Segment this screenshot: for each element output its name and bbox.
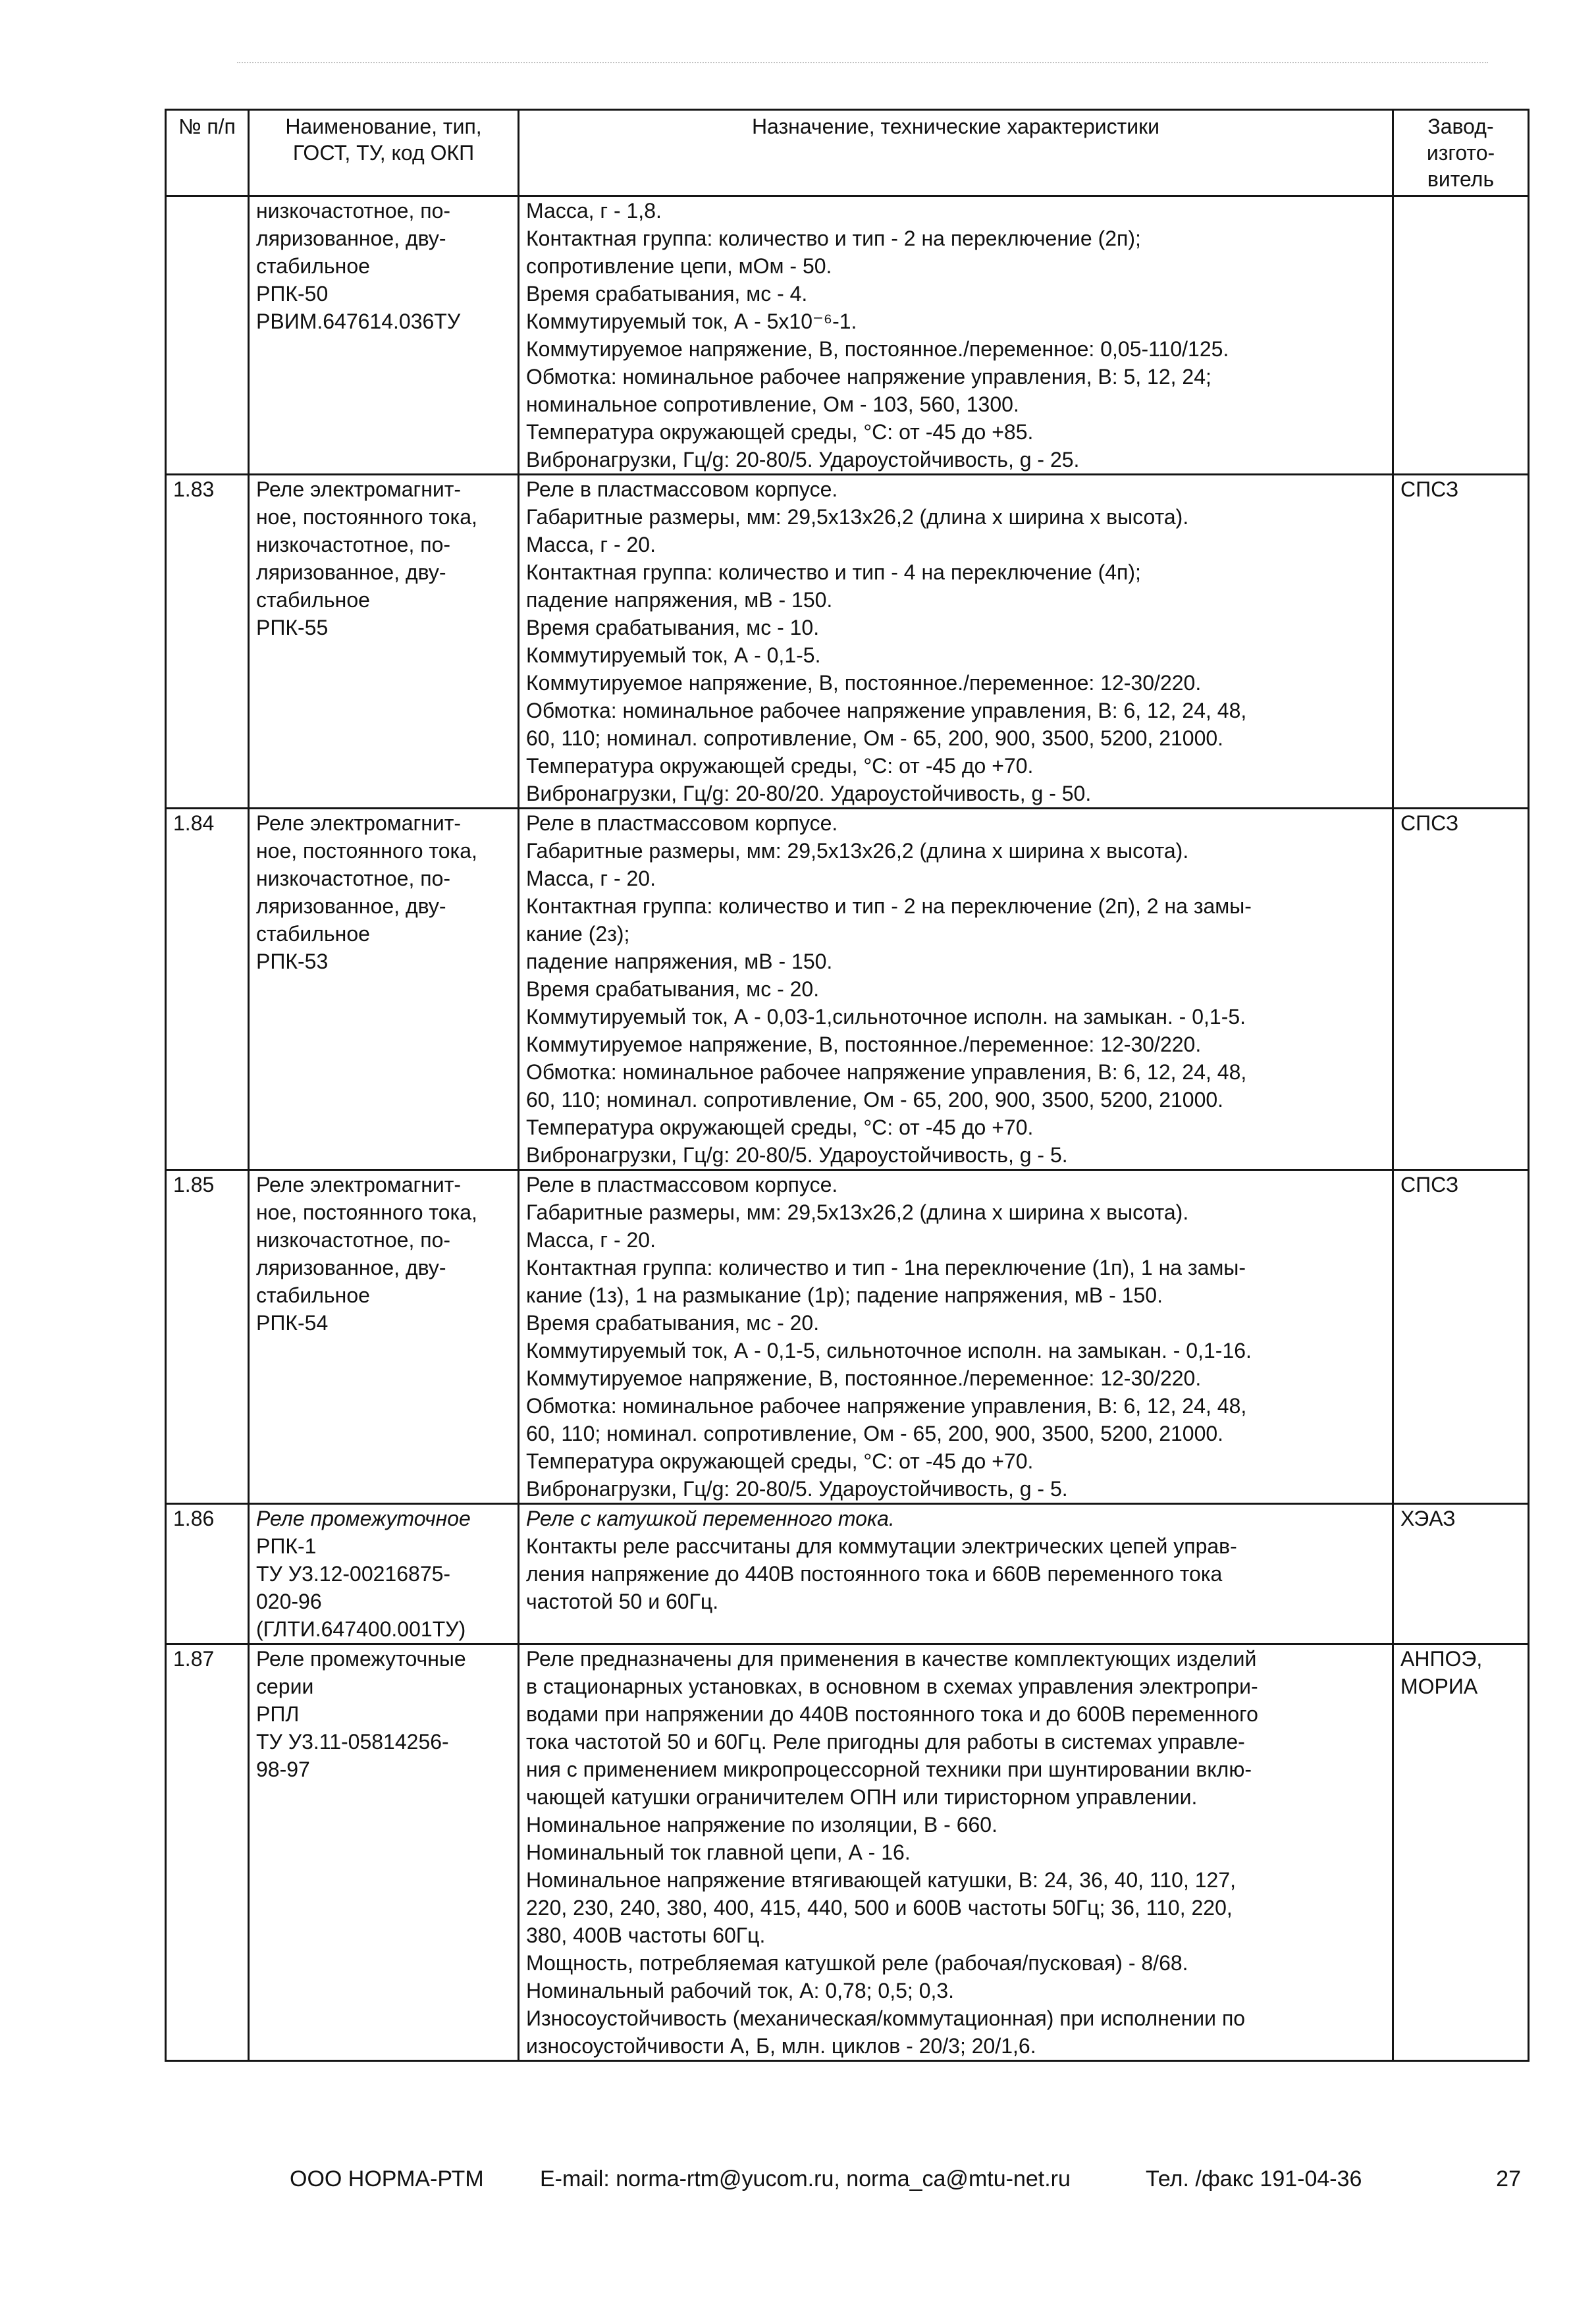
description-cell <box>519 1504 1393 1644</box>
description-line: частотой 50 и 60Гц. <box>526 1590 719 1613</box>
description-line: Масса, г - 20. <box>526 1228 656 1252</box>
name-line: стабильное <box>256 922 370 946</box>
description-line: Температура окружающей среды, °С: от -45 до +70. <box>526 1115 1034 1139</box>
description-line: Контактная группа: количество и тип - 1на переключение (1п), 1 на замы- <box>526 1256 1246 1279</box>
header-maker: Завод-изгото-витель <box>1393 110 1529 196</box>
name-line: ляризованное, дву- <box>256 1256 446 1279</box>
description-line: Обмотка: номинальное рабочее напряжение управления, В: 6, 12, 24, 48, <box>526 699 1247 722</box>
table-row <box>166 1170 1529 1504</box>
description-line: Коммутируемый ток, А - 0,1-5, сильноточное исполн. на замыкан. - 0,1-16. <box>526 1339 1252 1362</box>
description-line: Мощность, потребляемая катушкой реле (рабочая/пусковая) - 8/68. <box>526 1951 1188 1975</box>
name-line: ное, постоянного тока, <box>256 1200 477 1224</box>
name-cell <box>249 196 519 475</box>
description-cell <box>519 196 1393 475</box>
table-row <box>166 1504 1529 1644</box>
description-line: Контактная группа: количество и тип - 2 на переключение (2п), 2 на замы- <box>526 894 1252 918</box>
name-line: Реле электромагнит- <box>256 477 462 501</box>
name-line: стабильное <box>256 254 370 278</box>
name-line: ное, постоянного тока, <box>256 839 477 863</box>
description-cell <box>519 1170 1393 1504</box>
row-number-cell <box>166 1504 249 1644</box>
name-cell <box>249 1170 519 1504</box>
description-line: Номинальный рабочий ток, А: 0,78; 0,5; 0,3. <box>526 1979 955 2002</box>
description-line: Контакты реле рассчитаны для коммутации электрических цепей управ- <box>526 1534 1237 1558</box>
description-line: Время срабатывания, мс - 20. <box>526 977 820 1001</box>
manufacturer-cell <box>1393 196 1529 475</box>
row-number-cell <box>166 1644 249 2061</box>
row-number: 1.87 <box>173 1647 215 1671</box>
description-line: падение напряжения, мВ - 150. <box>526 950 833 973</box>
manufacturer-cell <box>1393 475 1529 809</box>
description-line: Вибронагрузки, Гц/g: 20-80/5. Удароустойчивость, g - 5. <box>526 1477 1068 1501</box>
name-line: РВИМ.647614.036ТУ <box>256 309 461 333</box>
name-line: ТУ У3.12-00216875- <box>256 1562 451 1586</box>
description-line: Вибронагрузки, Гц/g: 20-80/20. Удароустойчивость, g - 50. <box>526 782 1092 805</box>
description-line: Реле предназначены для применения в качестве комплектующих изделий <box>526 1647 1257 1671</box>
description-line: чающей катушки ограничителем ОПН или тиристорном управлении. <box>526 1785 1198 1809</box>
row-number-cell <box>166 809 249 1170</box>
description-line: Масса, г - 20. <box>526 867 656 890</box>
manufacturer-line: ХЭАЗ <box>1400 1507 1456 1530</box>
description-line: 60, 110; номинал. сопротивление, Ом - 65, 200, 900, 3500, 5200, 21000. <box>526 1422 1224 1445</box>
footer-phone: Тел. /факс 191-04-36 <box>1146 2166 1362 2191</box>
description-line: Масса, г - 1,8. <box>526 199 662 223</box>
page-number: 27 <box>1496 2166 1521 2191</box>
description-line: Коммутируемый ток, А - 0,03-1,сильноточное исполн. на замыкан. - 0,1-5. <box>526 1005 1246 1029</box>
name-line: Реле электромагнит- <box>256 811 462 835</box>
description-line: Коммутируемое напряжение, В, постоянное./переменное: 12-30/220. <box>526 1033 1202 1056</box>
name-line: РПК-54 <box>256 1311 329 1335</box>
description-cell <box>519 475 1393 809</box>
name-line: РПЛ <box>256 1702 300 1726</box>
description-line: 60, 110; номинал. сопротивление, Ом - 65, 200, 900, 3500, 5200, 21000. <box>526 1088 1224 1112</box>
name-line: РПК-1 <box>256 1534 317 1558</box>
name-line: низкочастотное, по- <box>256 1228 451 1252</box>
header-name: Наименование, тип, ГОСТ, ТУ, код ОКП <box>249 110 519 196</box>
row-number: 1.85 <box>173 1173 215 1196</box>
row-number-cell <box>166 1170 249 1504</box>
description-line: номинальное сопротивление, Ом - 103, 560, 1300. <box>526 392 1019 416</box>
manufacturer-line: СПСЗ <box>1400 477 1459 501</box>
description-line: тока частотой 50 и 60Гц. Реле пригодны для работы в системах управле- <box>526 1730 1245 1754</box>
name-line: ТУ У3.11-05814256- <box>256 1730 449 1754</box>
description-line: Вибронагрузки, Гц/g: 20-80/5. Удароустойчивость, g - 5. <box>526 1143 1068 1167</box>
name-line: 020-96 <box>256 1590 322 1613</box>
row-number-cell <box>166 475 249 809</box>
description-line: 60, 110; номинал. сопротивление, Ом - 65, 200, 900, 3500, 5200, 21000. <box>526 726 1224 750</box>
description-line: 380, 400В частоты 60Гц. <box>526 1923 766 1947</box>
description-line: Температура окружающей среды, °С: от -45 до +85. <box>526 420 1034 444</box>
description-line: Номинальное напряжение втягивающей катушки, В: 24, 36, 40, 110, 127, <box>526 1868 1237 1892</box>
table-row <box>166 475 1529 809</box>
description-line: Контактная группа: количество и тип - 4 на переключение (4п); <box>526 560 1141 584</box>
description-line: Контактная группа: количество и тип - 2 на переключение (2п); <box>526 227 1141 250</box>
row-number: 1.86 <box>173 1507 215 1530</box>
description-cell <box>519 809 1393 1170</box>
name-line: РПК-50 <box>256 282 329 306</box>
manufacturer-cell <box>1393 1644 1529 2061</box>
name-line: РПК-53 <box>256 950 329 973</box>
table-body <box>166 196 1529 2061</box>
description-line: кание (2з); <box>526 922 630 946</box>
footer-email: E-mail: norma-rtm@yucom.ru, norma_ca@mtu-net.ru <box>540 2166 1071 2191</box>
name-line: низкочастотное, по- <box>256 199 451 223</box>
name-line: Реле промежуточные <box>256 1647 466 1671</box>
description-line: Реле в пластмассовом корпусе. <box>526 811 838 835</box>
manufacturer-line: СПСЗ <box>1400 1173 1459 1196</box>
description-line: водами при напряжении до 440В постоянного тока и до 600В переменного <box>526 1702 1258 1726</box>
description-line: в стационарных установках, в основном в схемах управления электропри- <box>526 1675 1258 1698</box>
description-line: Износоустойчивость (механическая/коммутационная) при исполнении по <box>526 2006 1246 2030</box>
description-line: Время срабатывания, мс - 20. <box>526 1311 820 1335</box>
name-line: низкочастотное, по- <box>256 867 451 890</box>
description-line: Реле с катушкой переменного тока. <box>526 1507 895 1530</box>
name-line: РПК-55 <box>256 616 329 639</box>
description-line: Коммутируемый ток, А - 5х10⁻⁶-1. <box>526 309 857 333</box>
description-line: Обмотка: номинальное рабочее напряжение управления, В: 5, 12, 24; <box>526 365 1211 389</box>
description-cell <box>519 1644 1393 2061</box>
name-line: ляризованное, дву- <box>256 560 446 584</box>
row-number: 1.83 <box>173 477 215 501</box>
name-cell <box>249 475 519 809</box>
name-line: ляризованное, дву- <box>256 227 446 250</box>
description-line: Вибронагрузки, Гц/g: 20-80/5. Удароустойчивость, g - 25. <box>526 448 1080 471</box>
description-line: Габаритные размеры, мм: 29,5х13х26,2 (длина х ширина х высота). <box>526 505 1189 529</box>
description-line: Коммутируемое напряжение, В, постоянное./переменное: 12-30/220. <box>526 671 1202 695</box>
manufacturer-cell <box>1393 809 1529 1170</box>
name-line: Реле промежуточное <box>256 1507 471 1530</box>
description-line: Коммутируемое напряжение, В, постоянное./переменное: 12-30/220. <box>526 1366 1202 1390</box>
description-line: Реле в пластмассовом корпусе. <box>526 1173 838 1196</box>
page-footer <box>290 2162 1521 2195</box>
table-row <box>166 1644 1529 2061</box>
description-line: ления напряжение до 440В постоянного тока и 660В переменного тока <box>526 1562 1223 1586</box>
name-line: 98-97 <box>256 1758 310 1781</box>
description-line: Коммутируемый ток, А - 0,1-5. <box>526 643 821 667</box>
description-line: кание (1з), 1 на размыкание (1р); падение напряжения, мВ - 150. <box>526 1283 1163 1307</box>
description-line: Габаритные размеры, мм: 29,5х13х26,2 (длина х ширина х высота). <box>526 839 1189 863</box>
manufacturer-cell <box>1393 1504 1529 1644</box>
name-cell <box>249 809 519 1170</box>
relay-spec-table <box>165 109 1530 2062</box>
row-number: 1.84 <box>173 811 215 835</box>
name-line: стабильное <box>256 1283 370 1307</box>
table-row <box>166 196 1529 475</box>
name-line: ное, постоянного тока, <box>256 505 477 529</box>
description-line: Номинальный ток главной цепи, А - 16. <box>526 1840 911 1864</box>
description-line: Температура окружающей среды, °С: от -45 до +70. <box>526 1449 1034 1473</box>
manufacturer-cell <box>1393 1170 1529 1504</box>
description-line: Масса, г - 20. <box>526 533 656 556</box>
manufacturer-line: МОРИА <box>1400 1675 1478 1698</box>
description-line: Габаритные размеры, мм: 29,5х13х26,2 (длина х ширина х высота). <box>526 1200 1189 1224</box>
header-desc: Назначение, технические характеристики <box>519 110 1393 196</box>
table-header-row <box>166 110 1529 196</box>
description-line: Коммутируемое напряжение, В, постоянное./переменное: 0,05-110/125. <box>526 337 1229 361</box>
description-line: Температура окружающей среды, °С: от -45 до +70. <box>526 754 1034 778</box>
name-line: ляризованное, дву- <box>256 894 446 918</box>
description-line: Номинальное напряжение по изоляции, В - 660. <box>526 1813 998 1837</box>
name-cell <box>249 1504 519 1644</box>
description-line: Время срабатывания, мс - 10. <box>526 616 820 639</box>
name-line: серии <box>256 1675 314 1698</box>
manufacturer-line: АНПОЭ, <box>1400 1647 1483 1671</box>
scan-artifact-line <box>237 62 1488 67</box>
description-line: износоустойчивости А, Б, млн. циклов - 20/3; 20/1,6. <box>526 2034 1036 2058</box>
description-line: Обмотка: номинальное рабочее напряжение управления, В: 6, 12, 24, 48, <box>526 1060 1247 1084</box>
description-line: Реле в пластмассовом корпусе. <box>526 477 838 501</box>
description-line: падение напряжения, мВ - 150. <box>526 588 833 612</box>
description-line: сопротивление цепи, мОм - 50. <box>526 254 832 278</box>
footer-company: ООО НОРМА-РТМ <box>290 2166 484 2191</box>
table-row <box>166 809 1529 1170</box>
description-line: Обмотка: номинальное рабочее напряжение управления, В: 6, 12, 24, 48, <box>526 1394 1247 1418</box>
name-line: Реле электромагнит- <box>256 1173 462 1196</box>
description-line: 220, 230, 240, 380, 400, 415, 440, 500 и 600В частоты 50Гц; 36, 110, 220, <box>526 1896 1233 1920</box>
name-line: стабильное <box>256 588 370 612</box>
description-line: Время срабатывания, мс - 4. <box>526 282 808 306</box>
description-line: ния с применением микропроцессорной техники при шунтировании вклю- <box>526 1758 1252 1781</box>
header-num: № п/п <box>166 110 249 196</box>
manufacturer-line: СПСЗ <box>1400 811 1459 835</box>
name-cell <box>249 1644 519 2061</box>
name-line: низкочастотное, по- <box>256 533 451 556</box>
row-number-cell <box>166 196 249 475</box>
name-line: (ГЛТИ.647400.001ТУ) <box>256 1617 466 1641</box>
